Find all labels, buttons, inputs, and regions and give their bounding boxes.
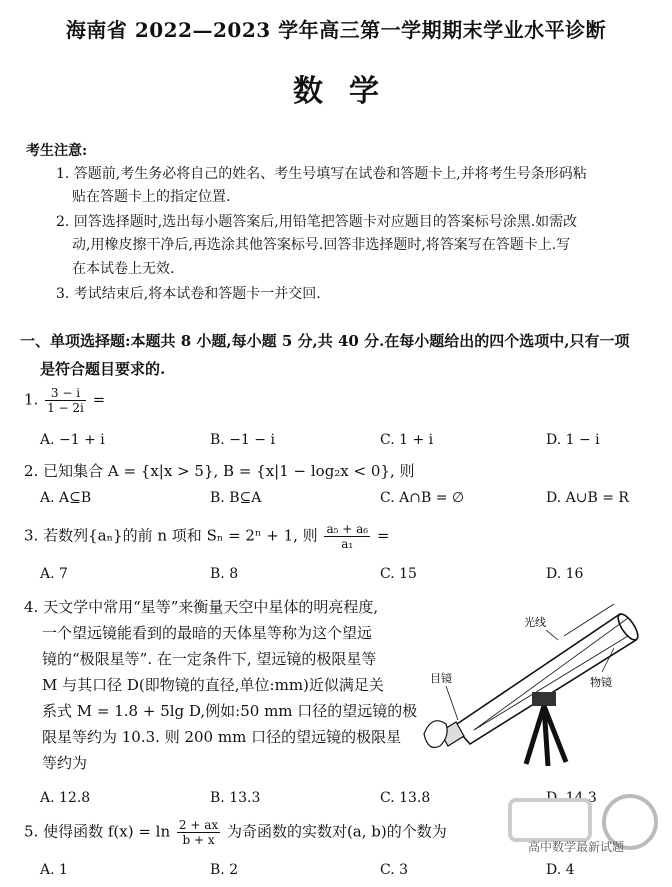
question-4-line-7: 等约为 bbox=[42, 754, 88, 772]
q4-option-d: D. 14.3 bbox=[546, 790, 597, 806]
q5-option-c: C. 3 bbox=[380, 862, 409, 878]
notice-item-1: 1. 答题前,考生务必将自己的姓名、考生号填写在试卷和答题卡上,并将考生号条形码粘 bbox=[56, 166, 587, 182]
subject-title: 数学 bbox=[293, 74, 405, 109]
question-number: 1. bbox=[24, 390, 39, 409]
question-5-text-a: 5. 使得函数 f(x) = ln bbox=[24, 822, 171, 841]
q3-option-b: B. 8 bbox=[210, 566, 239, 582]
notice-item-2: 2. 回答选择题时,选出每小题答案后,用铅笔把答题卡对应题目的答案标号涂黑.如需改 bbox=[56, 214, 578, 230]
fraction bbox=[177, 818, 220, 847]
q2-option-a: A. A⊆B bbox=[40, 490, 92, 506]
fraction-numerator: 3 − i bbox=[45, 386, 86, 401]
watermark-text: 高中数学最新试题 bbox=[528, 840, 625, 854]
q5-option-a: A. 1 bbox=[40, 862, 68, 878]
fraction bbox=[324, 522, 370, 551]
question-4-line-5: 系式 M = 1.8 + 5lg D,例如:50 mm 口径的望远镜的极 bbox=[42, 702, 418, 720]
q1-option-c: C. 1 + i bbox=[380, 432, 434, 448]
q2-option-b: B. B⊆A bbox=[210, 490, 262, 506]
q3-option-d: D. 16 bbox=[546, 566, 584, 582]
question-3-text: 3. 若数列{aₙ}的前 n 项和 Sₙ = 2ⁿ + 1, 则 bbox=[24, 526, 318, 545]
q3-option-a: A. 7 bbox=[40, 566, 68, 582]
question-2: 2. 已知集合 A = {x|x > 5}, B = {x|1 − log₂x < 0}, 则 bbox=[24, 462, 415, 480]
question-4-line-1: 4. 天文学中常用“星等”来衡量天空中星体的明亮程度, bbox=[24, 598, 379, 616]
question-1 bbox=[24, 386, 105, 415]
q2-option-c: C. A∩B = ∅ bbox=[380, 490, 465, 506]
q2-option-d: D. A∪B = R bbox=[546, 490, 629, 506]
notice-item-2-cont: 动,用橡皮擦干净后,再选涂其他答案标号.回答非选择题时,将答案写在答题卡上.写 bbox=[72, 237, 571, 253]
q5-option-d: D. 4 bbox=[546, 862, 575, 878]
fraction-denominator: b + x bbox=[182, 833, 215, 847]
section-heading-cont: 是符合题目要求的. bbox=[40, 360, 166, 378]
q4-option-a: A. 12.8 bbox=[40, 790, 91, 806]
telescope-figure bbox=[414, 596, 652, 772]
notice-item-2-cont2: 在本试卷上无效. bbox=[72, 261, 175, 277]
equals-sign: = bbox=[376, 526, 390, 545]
fraction-denominator: a₁ bbox=[341, 537, 354, 551]
figure-label-objective: 物镜 bbox=[590, 676, 612, 689]
q1-option-d: D. 1 − i bbox=[546, 432, 600, 448]
question-4-line-3: 镜的“极限星等”. 在一定条件下, 望远镜的极限星等 bbox=[42, 650, 377, 668]
figure-label-light: 光线 bbox=[524, 616, 546, 629]
question-4-line-2: 一个望远镜能看到的最暗的天体星等称为这个望远 bbox=[42, 624, 373, 642]
q5-option-b: B. 2 bbox=[210, 862, 239, 878]
q1-option-a: A. −1 + i bbox=[40, 432, 105, 448]
equals-sign: = bbox=[92, 390, 106, 409]
question-5 bbox=[24, 818, 447, 847]
question-3 bbox=[24, 522, 389, 551]
q4-option-c: C. 13.8 bbox=[380, 790, 431, 806]
question-5-text-b: 为奇函数的实数对(a, b)的个数为 bbox=[226, 822, 447, 841]
fraction-denominator: 1 − 2i bbox=[47, 401, 84, 415]
fraction bbox=[45, 386, 86, 415]
fraction-numerator: a₅ + a₆ bbox=[326, 522, 369, 536]
section-heading: 一、单项选择题:本题共 8 小题,每小题 5 分,共 40 分.在每小题给出的四个选项中,只有一项 bbox=[20, 332, 630, 350]
q3-option-c: C. 15 bbox=[380, 566, 417, 582]
figure-label-eyepiece: 目镜 bbox=[430, 672, 452, 685]
exam-title: 海南省 2022—2023 学年高三第一学期期末学业水平诊断 bbox=[65, 18, 607, 42]
notice-item-3: 3. 考试结束后,将本试卷和答题卡一并交回. bbox=[56, 286, 321, 302]
q1-option-b: B. −1 − i bbox=[210, 432, 275, 448]
q4-option-b: B. 13.3 bbox=[210, 790, 261, 806]
question-4-line-6: 限星等约为 10.3. 则 200 mm 口径的望远镜的极限星 bbox=[42, 728, 402, 746]
fraction-numerator: 2 + ax bbox=[178, 818, 219, 832]
notice-item-1-cont: 贴在答题卡上的指定位置. bbox=[72, 189, 231, 205]
notice-heading: 考生注意: bbox=[26, 143, 88, 159]
question-4-line-4: M 与其口径 D(即物镜的直径,单位:mm)近似满足关 bbox=[42, 676, 384, 694]
